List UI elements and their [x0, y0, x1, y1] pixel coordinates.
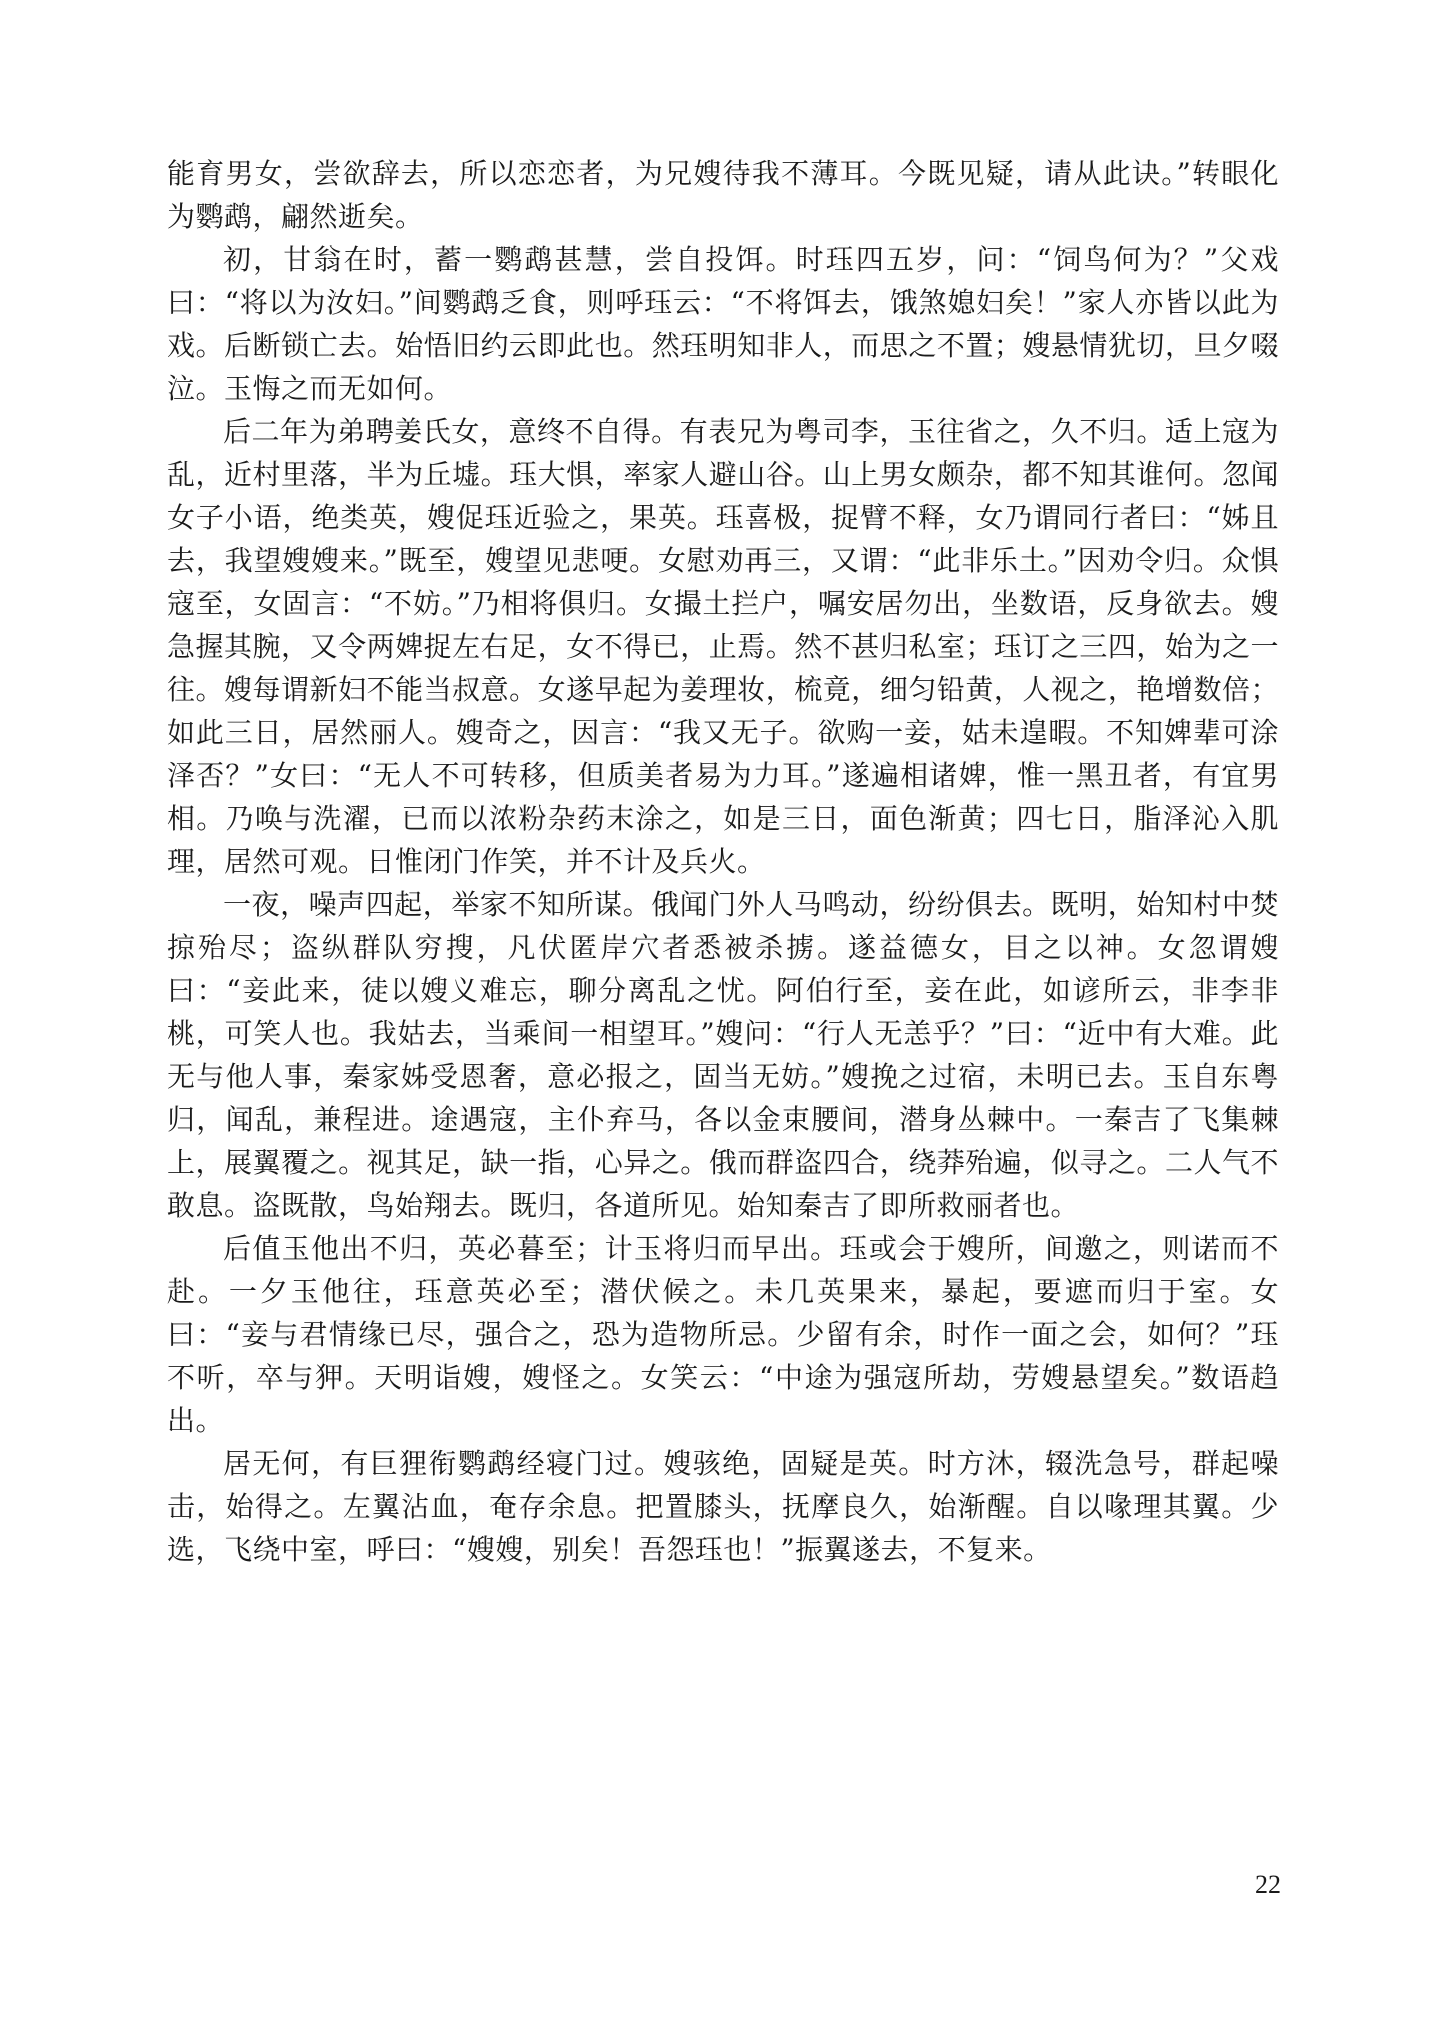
paragraph-4: 一夜，噪声四起，举家不知所谋。俄闻门外人马鸣动，纷纷俱去。既明，始知村中焚掠殆尽；盗纵群队穷搜，凡伏匿岸穴者悉被杀掳。遂益德女，目之以神。女忽谓嫂曰：“妾此来，徒以嫂义难忘，聊分离乱之忧。阿伯行至，妾在此，如谚所云，非李非桃，可笑人也。我姑去，当乘间一相望耳。”嫂问：“行人无恙乎？”曰：“近中有大难。此无与他人事，秦家姊受恩奢，意必报之，固当无妨。”嫂挽之过宿，未明已去。玉自东粤归，闻乱，兼程进。途遇寇，主仆弃马，各以金束腰间，潜身丛棘中。一秦吉了飞集棘上，展翼覆之。视其足，缺一指，心异之。俄而群盗四合，绕莽殆遍，似寻之。二人气不敢息。盗既散，鸟始翔去。既归，各道所见。始知秦吉了即所救丽者也。 [167, 888, 1279, 1222]
paragraph-1: 能育男女，尝欲辞去，所以恋恋者，为兄嫂待我不薄耳。今既见疑，请从此诀。”转眼化为鹦鹉，翩然逝矣。 [167, 157, 1279, 233]
paragraph-2: 初，甘翁在时，蓄一鹦鹉甚慧，尝自投饵。时珏四五岁，问：“饲鸟何为？”父戏曰：“将以为汝妇。”间鹦鹉乏食，则呼珏云：“不将饵去，饿煞媳妇矣！”家人亦皆以此为戏。后断锁亡去。始悟旧约云即此也。然珏明知非人，而思之不置；嫂悬情犹切，旦夕啜泣。玉悔之而无如何。 [167, 243, 1279, 405]
paragraph-6: 居无何，有巨狸衔鹦鹉经寝门过。嫂骇绝，固疑是英。时方沐，辍洗急号，群起噪击，始得之。左翼沾血，奄存余息。把置膝头，抚摩良久，始渐醒。自以喙理其翼。少选，飞绕中室，呼曰：“嫂嫂，别矣！吾怨珏也！”振翼遂去，不复来。 [167, 1447, 1279, 1566]
paragraph-5: 后值玉他出不归，英必暮至；计玉将归而早出。珏或会于嫂所，间邀之，则诺而不赴。一夕玉他往，珏意英必至；潜伏候之。未几英果来，暴起，要遮而归于室。女曰：“妾与君情缘已尽，强合之，恐为造物所忌。少留有余，时作一面之会，如何？”珏不听，卒与狎。天明诣嫂，嫂怪之。女笑云：“中途为强寇所劫，劳嫂悬望矣。”数语趋出。 [167, 1232, 1279, 1437]
paragraph-3: 后二年为弟聘姜氏女，意终不自得。有表兄为粤司李，玉往省之，久不归。适上寇为乱，近村里落，半为丘墟。珏大惧，率家人避山谷。山上男女颇杂，都不知其谁何。忽闻女子小语，绝类英，嫂促珏近验之，果英。珏喜极，捉臂不释，女乃谓同行者曰：“姊且去，我望嫂嫂来。”既至，嫂望见悲哽。女慰劝再三，又谓：“此非乐土。”因劝令归。众惧寇至，女固言：“不妨。”乃相将俱归。女撮土拦户，嘱安居勿出，坐数语，反身欲去。嫂急握其腕，又令两婢捉左右足，女不得已，止焉。然不甚归私室；珏订之三四，始为之一往。嫂每谓新妇不能当叔意。女遂早起为姜理妆，梳竟，细匀铅黄，人视之，艳增数倍；如此三日，居然丽人。嫂奇之，因言：“我又无子。欲购一妾，姑未遑暇。不知婢辈可涂泽否？”女曰：“无人不可转移，但质美者易为力耳。”遂遍相诸婢，惟一黑丑者，有宜男相。乃唤与洗濯，已而以浓粉杂药末涂之，如是三日，面色渐黄；四七日，脂泽沁入肌理，居然可观。日惟闭门作笑，并不计及兵火。 [167, 415, 1279, 878]
body-text [167, 152, 1279, 1571]
page-number: 22 [1255, 1870, 1281, 1899]
